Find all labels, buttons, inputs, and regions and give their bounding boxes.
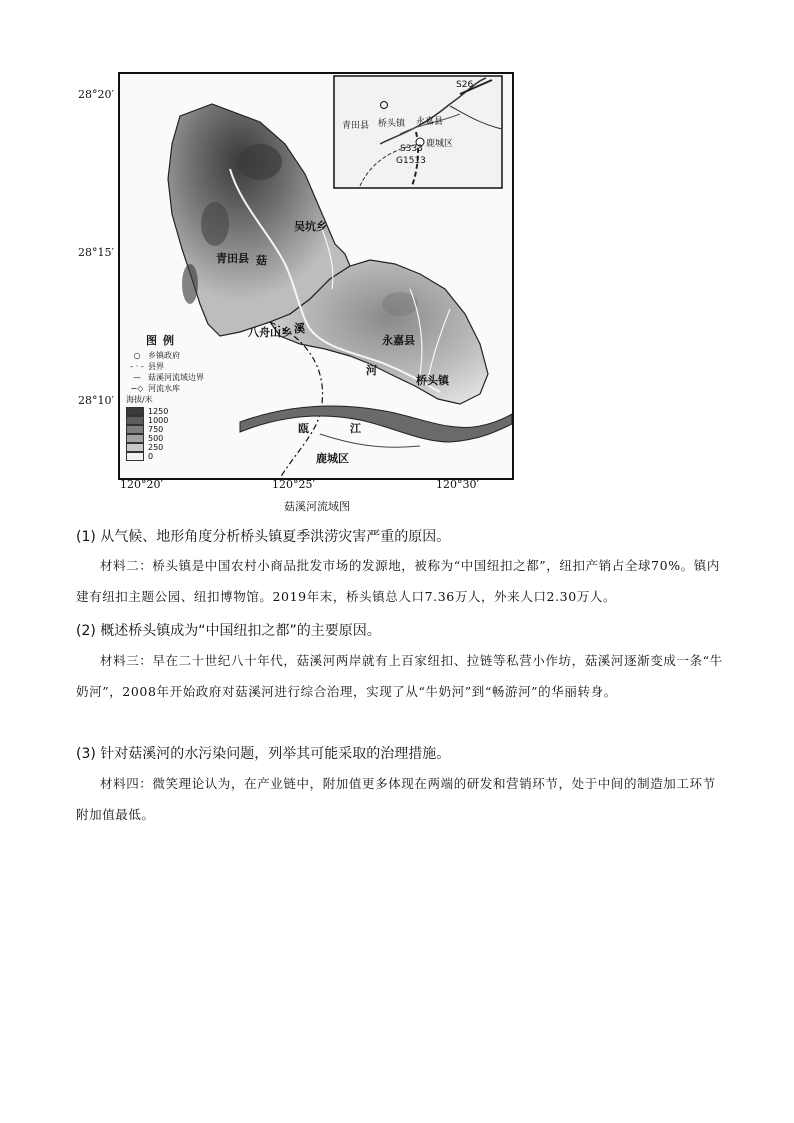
basin-map-figure xyxy=(72,68,532,518)
lon-label-120-30: 120°30′ xyxy=(436,478,479,491)
material-4: 材料四：微笑理论认为，在产业链中，附加值更多体现在两端的研发和营销环节，处于中间的制造加工环节附加值最低。 xyxy=(76,776,716,822)
elevation-swatch xyxy=(126,416,144,425)
legend-item-basin: — 菇溪河流域边界 xyxy=(126,372,244,383)
label-he: 河 xyxy=(366,364,377,377)
inset-label-qiaotou: 桥头镇 xyxy=(378,119,406,129)
label-jiang: 江 xyxy=(350,422,361,435)
inset-label-qingtian: 青田县 xyxy=(342,121,370,131)
material-3: 材料三：早在二十世纪八十年代，菇溪河两岸就有上百家纽扣、拉链等私营小作坊，菇溪河逐渐变成一条“牛奶河”，2008年开始政府对菇溪河进行综合治理，实现了从“牛奶河”到“畅游河”的华丽转身。 xyxy=(76,653,723,699)
material-2: 材料二：桥头镇是中国农村小商品批发市场的发源地，被称为“中国纽扣之都”，纽扣产销占全球70%。镇内建有纽扣主题公园、纽扣博物馆。2019年末，桥头镇总人口7.36万人，外来人口2.30万人。 xyxy=(76,558,720,604)
elevation-swatch xyxy=(126,434,144,443)
map-caption: 菇溪河流域图 xyxy=(284,500,350,513)
legend-item-town: ○ 乡镇政府 xyxy=(126,350,244,361)
lon-label-120-25: 120°25′ xyxy=(272,478,315,491)
label-qiaotou: 桥头镇 xyxy=(416,374,449,387)
legend-title: 图例 xyxy=(146,334,180,347)
lat-label-28-10: 28°10′ xyxy=(78,394,114,407)
inset-label-yongjia: 永嘉县 xyxy=(416,117,444,127)
label-xi: 溪 xyxy=(294,322,305,335)
label-ou: 瓯 xyxy=(298,422,309,435)
lon-label-120-20: 120°20′ xyxy=(120,478,163,491)
inset-map-box xyxy=(334,76,502,188)
inset-label-lucheng: 鹿城区 xyxy=(426,139,454,149)
inset-label-s26: S26 xyxy=(456,80,474,90)
map-legend xyxy=(126,332,244,461)
legend-item-river: ∽◇ 河流水库 xyxy=(126,383,244,394)
question-3: (3) 针对菇溪河的水污染问题，列举其可能采取的治理措施。 xyxy=(76,746,451,762)
question-2: (2) 概述桥头镇成为“中国纽扣之都”的主要原因。 xyxy=(76,623,381,639)
label-yongjia: 永嘉县 xyxy=(382,334,415,347)
label-wukeng: 吴坑乡 xyxy=(294,220,327,233)
inset-label-s333: S333 xyxy=(400,144,423,154)
legend-item-county: - · - 县界 xyxy=(126,361,244,372)
town-circle-icon: ○ xyxy=(133,351,141,360)
label-gu: 菇 xyxy=(256,254,267,267)
county-line-icon: - · - xyxy=(130,362,144,371)
lat-label-28-15: 28°15′ xyxy=(78,246,114,259)
label-lucheng: 鹿城区 xyxy=(316,452,349,465)
river-reservoir-icon: ∽◇ xyxy=(130,384,144,393)
ou-river xyxy=(240,406,512,442)
basin-line-icon: — xyxy=(133,373,141,382)
map-frame xyxy=(118,72,514,480)
label-qingtian: 青田县 xyxy=(216,252,249,265)
elevation-swatch xyxy=(126,407,144,416)
elevation-scale: 1250 1000 750 500 250 0 xyxy=(126,407,244,461)
elevation-title: 海拔/米 xyxy=(126,395,153,404)
elevation-swatch xyxy=(126,443,144,452)
label-bazhoushan: 八舟山乡 xyxy=(248,326,292,339)
question-1: (1) 从气候、地形角度分析桥头镇夏季洪涝灾害严重的原因。 xyxy=(76,529,451,545)
elevation-swatch xyxy=(126,452,144,461)
inset-label-g1513: G1513 xyxy=(396,156,426,166)
elevation-swatch xyxy=(126,425,144,434)
lat-label-28-20: 28°20′ xyxy=(78,88,114,101)
